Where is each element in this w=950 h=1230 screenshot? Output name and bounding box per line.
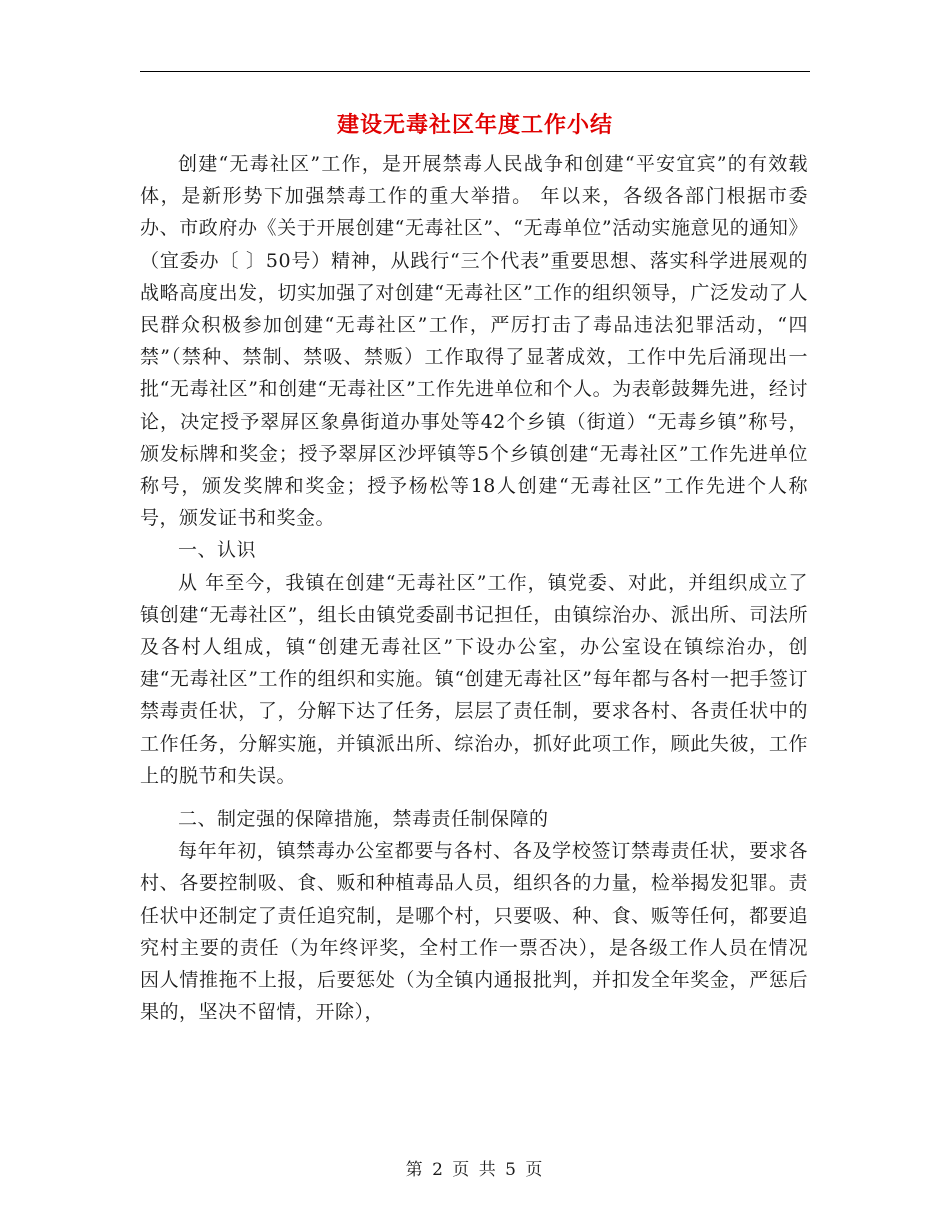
document-title: 建设无毒社区年度工作小结 [336,112,613,138]
paragraph-section-1: 从 年至今，我镇在创建“无毒社区”工作，镇党委、对此，并组织成立了镇创建“无毒社区”，组长由镇党委副书记担任，由镇综治办、派出所、司法所及各村人组成，镇“创建无毒社区”下设办公室，办公室设在镇综治办，创建“无毒社区”工作的组织和实施。镇“创建无毒社区”每年都与各村一把手签订禁毒责任状，了，分解下达了任务，层层了责任制，要求各村、各责任状中的工作任务，分解实施，并镇派出所、综治办，抓好此项工作，顾此失彼，工作上的脱节和失误。 [140,571,808,787]
page-number: 第 2 页 共 5 页 [405,1160,545,1180]
document-body [140,148,808,1028]
header-rule [140,71,810,72]
section-heading-1: 一、认识 [178,539,257,562]
paragraph-section-2: 每年年初，镇禁毒办公室都要与各村、各及学校签订禁毒责任状，要求各村、各要控制吸、食、贩和种植毒品人员，组织各的力量，检举揭发犯罪。责任状中还制定了责任追究制，是哪个村，只要吸、种、食、贩等任何，都要追究村主要的责任（为年终评奖，全村工作一票否决），是各级工作人员在情况因人情推拖不上报，后要惩处（为全镇内通报批判，并扣发全年奖金，严惩后果的，坚决不留情，开除）， [140,840,808,1024]
paragraph-intro: 创建“无毒社区”工作，是开展禁毒人民战争和创建“平安宜宾”的有效载体，是新形势下加强禁毒工作的重大举措。 年以来，各级各部门根据市委办、市政府办《关于开展创建“无毒社区”、“无毒单位”活动实施意见的通知》（宜委办〔 〕50号）精神，从践行“三个代表”重要思想、落实科学进展观的战略高度出发，切实加强了对创建“无毒社区”工作的组织领导，广泛发动了人民群众积极参加创建“无毒社区”工作，严厉打击了毒品违法犯罪活动，“四禁”（禁种、禁制、禁吸、禁贩）工作取得了显著成效，工作中先后涌现出一批“无毒社区”和创建“无毒社区”工作先进单位和个人。为表彰鼓舞先进，经讨论，决定授予翠屏区象鼻街道办事处等42个乡镇（街道）“无毒乡镇”称号，颁发标牌和奖金；授予翠屏区沙坪镇等5个乡镇创建“无毒社区”工作先进单位称号，颁发奖牌和奖金；授予杨松等18人创建“无毒社区”工作先进个人称号，颁发证书和奖金。 [140,153,808,530]
section-heading-2: 二、制定强的保障措施，禁毒责任制保障的 [178,808,549,831]
